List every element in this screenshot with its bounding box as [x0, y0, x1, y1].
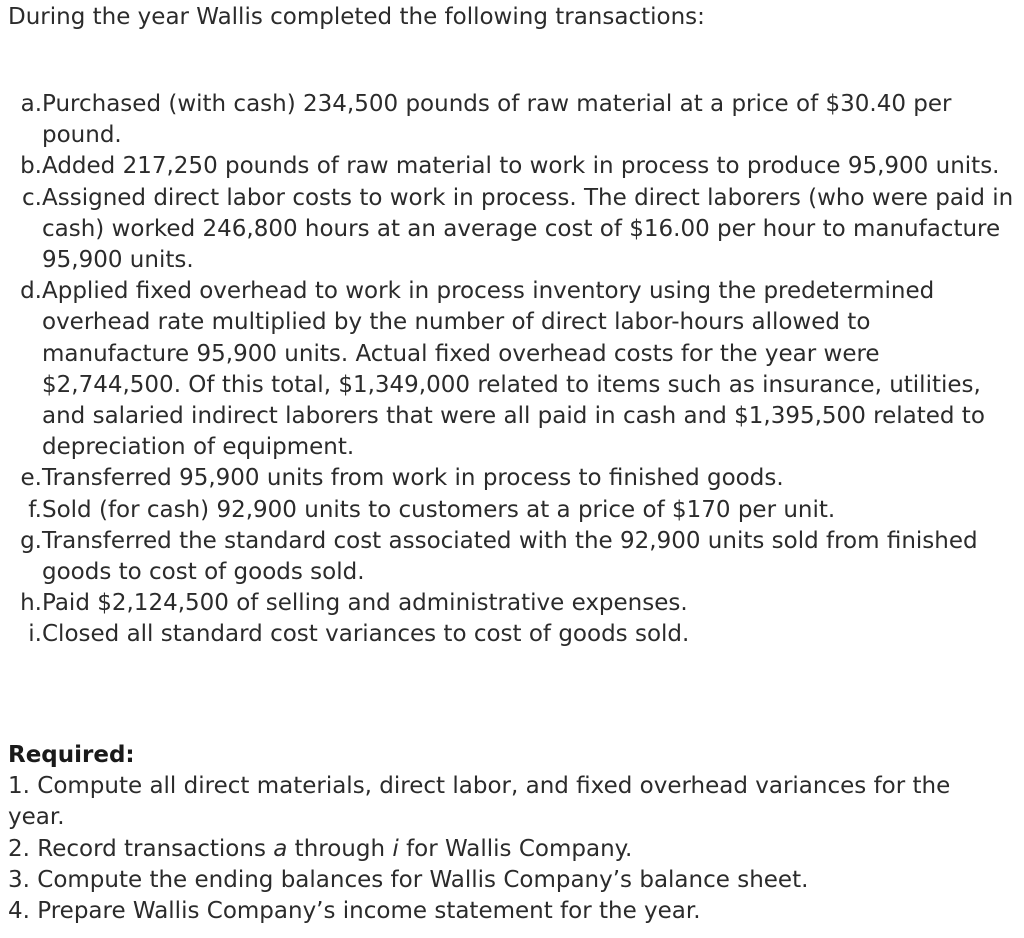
- transaction-item-g: [14, 526, 1014, 588]
- transaction-letter: e.: [20, 465, 42, 492]
- transaction-text: Transferred 95,900 units from work in process to finished goods.: [42, 465, 784, 492]
- transaction-item-e: [14, 463, 1014, 494]
- required-item-text: 3. Compute the ending balances for Wallis Company’s balance sheet.: [8, 866, 809, 893]
- required-item-2-a: a: [273, 835, 288, 862]
- transaction-text: Purchased (with cash) 234,500 pounds of raw material at a price of $30.40 per pound.: [42, 91, 952, 149]
- required-item-4: [8, 896, 1008, 927]
- required-item-text: 1. Compute all direct materials, direct labor, and fixed overhead variances for the year.: [8, 773, 951, 831]
- transaction-text: Assigned direct labor costs to work in process. The direct laborers (who were paid in cash) worked 246,800 hours at an average cost of $16.00 per hour to manufacture 95,900 units.: [42, 184, 1014, 274]
- transaction-text: Paid $2,124,500 of selling and administrative expenses.: [42, 590, 688, 617]
- required-item-text: 4. Prepare Wallis Company’s income statement for the year.: [8, 898, 701, 925]
- transaction-list: [14, 89, 1014, 651]
- transaction-text: Added 217,250 pounds of raw material to work in process to produce 95,900 units.: [42, 153, 1000, 180]
- transaction-item-a: [14, 89, 1014, 151]
- transaction-item-d: [14, 276, 1014, 463]
- transaction-letter: i.: [28, 621, 42, 648]
- required-item-2-middle: through: [287, 835, 393, 862]
- transaction-text: Transferred the standard cost associated with the 92,900 units sold from finished goods to cost of goods sold.: [42, 527, 978, 586]
- required-item-2-suffix: for Wallis Company.: [398, 835, 633, 862]
- required-item-2-i: i: [392, 835, 399, 862]
- required-item-3: [8, 865, 1008, 896]
- required-item-text: [8, 836, 632, 862]
- transaction-letter: d.: [20, 278, 42, 305]
- transaction-letter: f.: [28, 496, 42, 523]
- transaction-letter: b.: [20, 153, 42, 180]
- required-item-1: [8, 771, 1008, 833]
- required-section: [8, 740, 1008, 927]
- required-list: [8, 771, 1008, 927]
- transaction-letter: g.: [20, 527, 42, 554]
- transaction-letter: h.: [20, 590, 42, 617]
- transaction-letter: c.: [22, 184, 42, 211]
- transaction-text: Closed all standard cost variances to cost of goods sold.: [42, 621, 690, 648]
- required-item-2: [8, 834, 1008, 865]
- intro-text: During the year Wallis completed the following transactions:: [8, 4, 705, 30]
- transaction-text: Applied fixed overhead to work in process inventory using the predetermined overhead rate multiplied by the number of direct labor-hours allowed to manufacture 95,900 units. Actual fixed overhead costs for the year were $2,744,500. Of this total, $1,349,000 related to items such as insurance, utilities, and salaried indirect laborers that were all paid in cash and $1,395,500 related to depreciation of equipment.: [42, 278, 985, 461]
- required-item-2-prefix: 2. Record transactions: [8, 835, 274, 862]
- transaction-text: Sold (for cash) 92,900 units to customers at a price of $170 per unit.: [42, 496, 836, 523]
- transaction-item-i: [14, 619, 1014, 650]
- transaction-item-b: [14, 151, 1014, 182]
- transaction-item-h: [14, 588, 1014, 619]
- transaction-item-c: [14, 183, 1014, 277]
- transaction-item-f: [14, 495, 1014, 526]
- required-heading: Required:: [8, 742, 135, 768]
- transaction-letter: a.: [20, 91, 42, 117]
